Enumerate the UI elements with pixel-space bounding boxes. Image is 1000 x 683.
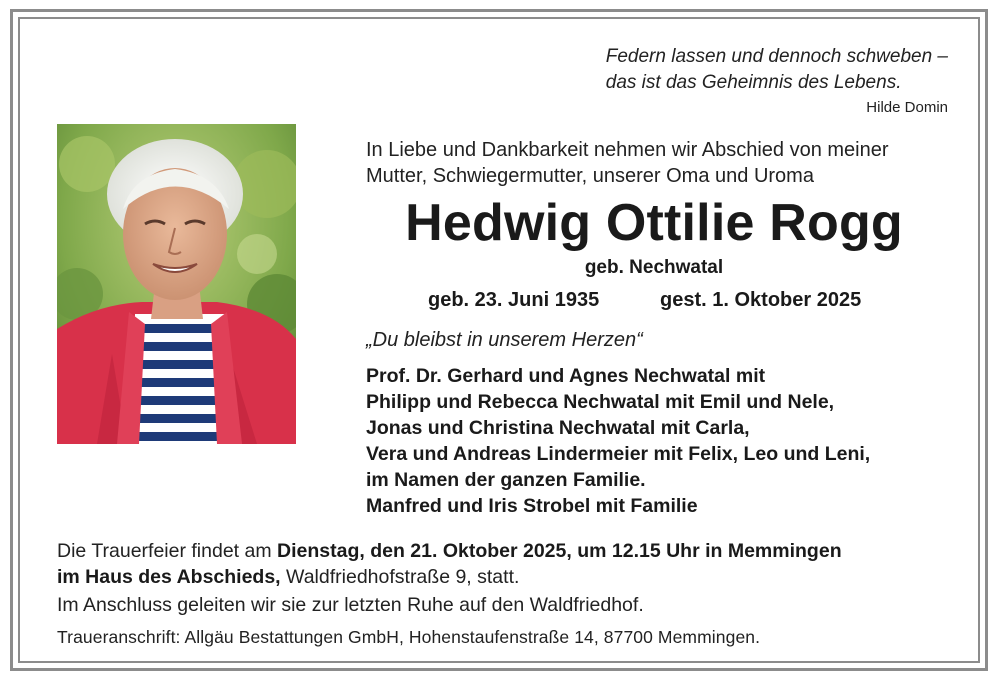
quote-author: Hilde Domin — [866, 99, 948, 116]
birth-date: geb. 23. Juni 1935 — [428, 289, 600, 311]
funeral-venue: im Haus des Abschieds, — [57, 566, 281, 588]
death-date: gest. 1. Oktober 2025 — [660, 289, 862, 311]
mourning-address: Traueranschrift: Allgäu Bestattungen GmbH, Hohenstaufenstraße 14, 87700 Memmingen. — [57, 627, 761, 647]
mourner-line: Jonas und Christina Nechwatal mit Carla, — [366, 417, 750, 439]
mourners-list — [366, 363, 966, 519]
birth-name: geb. Nechwatal — [584, 257, 724, 278]
quote-line-1: Federn lassen und dennoch schweben – — [605, 46, 948, 67]
funeral-date-time: Dienstag, den 21. Oktober 2025, um 12.15 Uhr in Memmingen — [277, 540, 842, 562]
mourner-line: Vera und Andreas Lindermeier mit Felix, Leo und Leni, — [366, 443, 871, 465]
mourner-line: Manfred und Iris Strobel mit Familie — [366, 495, 698, 517]
intro-text — [366, 137, 966, 189]
funeral-info — [57, 538, 977, 590]
funeral-text-1: Die Trauerfeier findet am — [57, 540, 278, 562]
poem-quote — [606, 44, 948, 96]
deceased-name: Hedwig Ottilie Rogg — [405, 194, 903, 252]
mourner-line: Prof. Dr. Gerhard und Agnes Nechwatal mit — [366, 365, 766, 387]
quote-line-2: das ist das Geheimnis des Lebens. — [605, 72, 902, 93]
intro-line-1: In Liebe und Dankbarkeit nehmen wir Abschied von meiner — [366, 139, 889, 161]
motto: „Du bleibst in unserem Herzen“ — [366, 329, 643, 351]
mourner-line: Philipp und Rebecca Nechwatal mit Emil und Nele, — [366, 391, 835, 413]
mourner-line: im Namen der ganzen Familie. — [366, 469, 646, 491]
intro-line-2: Mutter, Schwiegermutter, unserer Oma und Uroma — [366, 165, 814, 187]
portrait-photo — [57, 124, 296, 444]
funeral-address: Waldfriedhofstraße 9, statt. — [280, 566, 520, 588]
burial-info: Im Anschluss geleiten wir sie zur letzten Ruhe auf den Waldfriedhof. — [57, 594, 644, 616]
